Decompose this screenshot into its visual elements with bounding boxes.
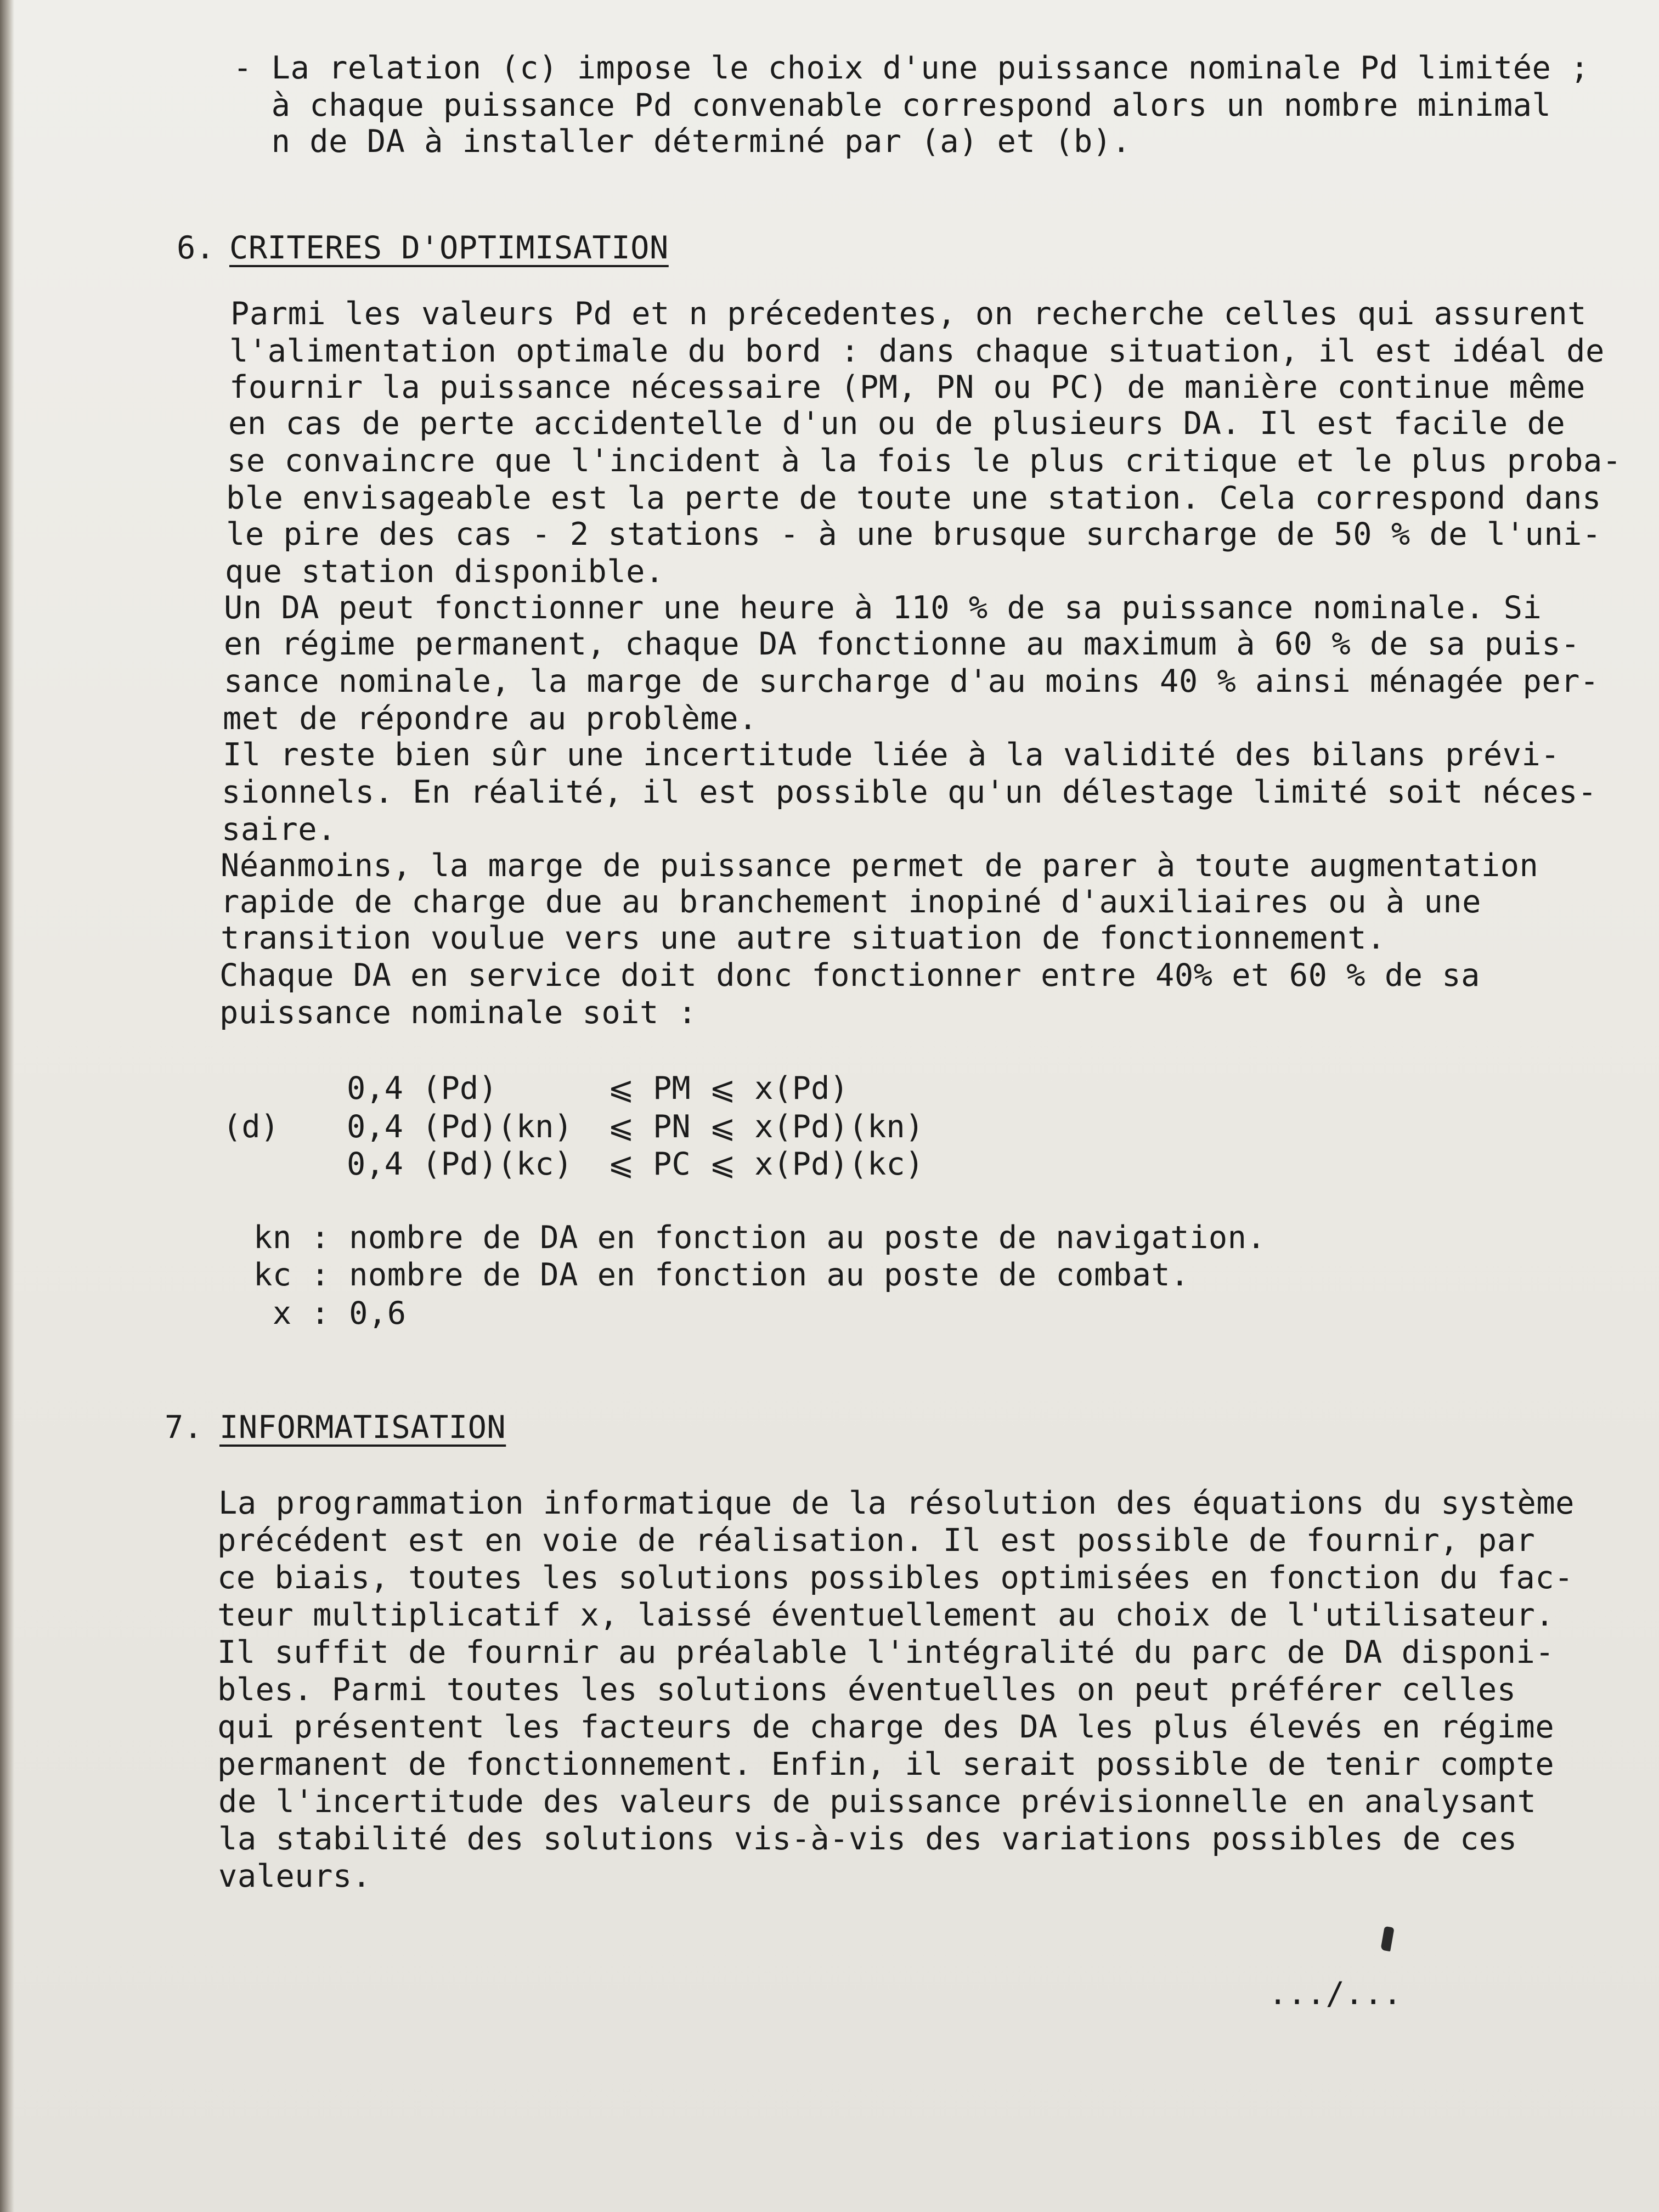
- body-line: ble envisageable est la perte de toute une station. Cela correspond dans: [226, 480, 1601, 516]
- body-line: la stabilité des solutions vis-à-vis des variations possibles de ces: [218, 1821, 1517, 1857]
- continuation-marker: .../...: [1268, 1976, 1402, 2012]
- body-line: sionnels. En réalité, il est possible qu'un délestage limité soit néces-: [222, 774, 1597, 810]
- body-line: l'alimentation optimale du bord : dans chaque situation, il est idéal de: [229, 333, 1605, 369]
- intro-line: n de DA à installer déterminé par (a) et (b).: [233, 123, 1131, 160]
- body-line: saire.: [222, 811, 336, 848]
- section-title: CRITERES D'OPTIMISATION: [229, 230, 669, 266]
- formula-relation: ⩽ PN ⩽ x(Pd)(kn): [608, 1109, 924, 1145]
- body-line: teur multiplicatif x, laissé éventuellement au choix de l'utilisateur.: [217, 1597, 1555, 1633]
- intro-line: à chaque puissance Pd convenable correspond alors un nombre minimal: [233, 87, 1551, 123]
- body-line: ce biais, toutes les solutions possibles optimisées en fonction du fac-: [217, 1560, 1573, 1596]
- formula-lhs: 0,4 (Pd)(kc): [347, 1146, 573, 1182]
- formula-label: (d): [223, 1109, 279, 1145]
- body-line: qui présentent les facteurs de charge des DA les plus élevés en régime: [217, 1709, 1555, 1745]
- definition-line: x : 0,6: [253, 1295, 407, 1331]
- body-line: La programmation informatique de la résolution des équations du système: [218, 1485, 1575, 1521]
- definition-line: kc : nombre de DA en fonction au poste de combat.: [253, 1257, 1190, 1293]
- body-line: transition voulue vers une autre situation de fonctionnement.: [221, 920, 1386, 956]
- body-line: permanent de fonctionnement. Enfin, il serait possible de tenir compte: [217, 1746, 1555, 1782]
- body-line: se convaincre que l'incident à la fois le plus critique et le plus proba-: [227, 443, 1622, 479]
- body-line: rapide de charge due au branchement inopiné d'auxiliaires ou à une: [221, 884, 1481, 920]
- body-line: met de répondre au problème.: [223, 701, 758, 737]
- formula-relation: ⩽ PM ⩽ x(Pd): [608, 1070, 849, 1107]
- body-line: sance nominale, la marge de surcharge d'au moins 40 % ainsi ménagée per-: [224, 663, 1599, 699]
- body-line: en régime permanent, chaque DA fonctionne au maximum à 60 % de sa puis-: [224, 626, 1580, 662]
- body-line: Chaque DA en service doit donc fonctionner entre 40% et 60 % de sa: [219, 957, 1480, 994]
- body-line: en cas de perte accidentelle d'un ou de plusieurs DA. Il est facile de: [228, 405, 1566, 442]
- ink-mark: [1380, 1926, 1394, 1951]
- intro-line: - La relation (c) impose le choix d'une puissance nominale Pd limitée ;: [233, 50, 1589, 86]
- definition-line: kn : nombre de DA en fonction au poste de navigation.: [253, 1220, 1266, 1256]
- body-line: Il reste bien sûr une incertitude liée à la validité des bilans prévi-: [223, 737, 1560, 773]
- body-line: Il suffit de fournir au préalable l'intégralité du parc de DA disponi-: [217, 1634, 1555, 1671]
- section-title: INFORMATISATION: [219, 1409, 506, 1446]
- body-line: fournir la puissance nécessaire (PM, PN ou PC) de manière continue même: [229, 369, 1585, 405]
- formula-lhs: 0,4 (Pd): [347, 1070, 498, 1107]
- body-line: Un DA peut fonctionner une heure à 110 % de sa puissance nominale. Si: [224, 590, 1542, 626]
- body-line: puissance nominale soit :: [219, 995, 697, 1031]
- formula-lhs: 0,4 (Pd)(kn): [347, 1109, 573, 1145]
- body-line: le pire des cas - 2 stations - à une brusque surcharge de 50 % de l'uni-: [226, 516, 1601, 552]
- section-number: 6.: [177, 230, 215, 266]
- body-line: de l'incertitude des valeurs de puissance prévisionnelle en analysant: [218, 1784, 1537, 1820]
- body-line: précédent est en voie de réalisation. Il est possible de fournir, par: [217, 1522, 1536, 1559]
- body-line: bles. Parmi toutes les solutions éventuelles on peut préférer celles: [217, 1672, 1516, 1708]
- body-line: Néanmoins, la marge de puissance permet de parer à toute augmentation: [221, 848, 1539, 884]
- body-line: valeurs.: [218, 1858, 371, 1894]
- formula-relation: ⩽ PC ⩽ x(Pd)(kc): [608, 1146, 924, 1182]
- section-number: 7.: [165, 1409, 203, 1446]
- body-line: Parmi les valeurs Pd et n précedentes, on recherche celles qui assurent: [230, 296, 1587, 332]
- body-line: que station disponible.: [225, 554, 664, 590]
